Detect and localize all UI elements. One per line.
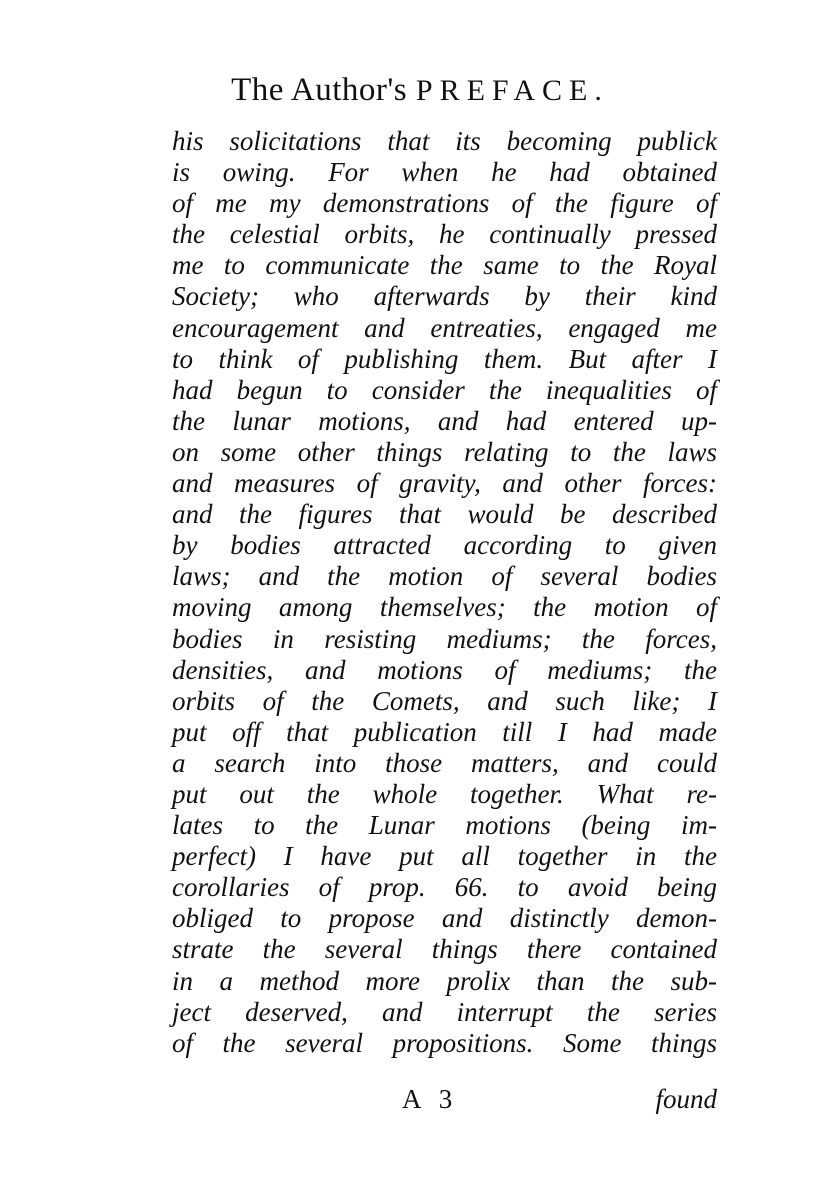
text-line: me to communicate the same to the Royal: [172, 250, 717, 281]
preface-body-text: [172, 126, 717, 1059]
text-line: corollaries of prop. 66. to avoid being: [172, 872, 717, 903]
text-line: had begun to consider the inequalities of: [172, 374, 717, 405]
signature-mark: A 3: [402, 1084, 459, 1114]
text-line: lates to the Lunar motions (being im-: [172, 810, 717, 841]
text-line: put off that publication till I had made: [172, 716, 717, 747]
text-line: and measures of gravity, and other forces:: [172, 468, 717, 499]
catchword: found: [655, 1084, 717, 1114]
text-line: a search into those matters, and could: [172, 747, 717, 778]
text-line: obliged to propose and distinctly demon-: [172, 903, 717, 934]
text-line: strate the several things there contained: [172, 934, 717, 965]
text-line: Society; who afterwards by their kind: [172, 281, 717, 312]
text-line: the lunar motions, and had entered up-: [172, 405, 717, 436]
text-line: bodies in resisting mediums; the forces,: [172, 623, 717, 654]
text-line: moving among themselves; the motion of: [172, 592, 717, 623]
text-line: laws; and the motion of several bodies: [172, 561, 717, 592]
text-line: orbits of the Comets, and such like; I: [172, 685, 717, 716]
text-line: and the figures that would be described: [172, 499, 717, 530]
running-head-prefix: The Author's: [231, 72, 416, 108]
text-line: is owing. For when he had obtained: [172, 157, 717, 188]
text-line: by bodies attracted according to given: [172, 530, 717, 561]
text-line: perfect) I have put all together in the: [172, 841, 717, 872]
running-head-small-caps: PREFACE.: [415, 74, 609, 107]
text-line: put out the whole together. What re-: [172, 778, 717, 809]
text-line: of the several propositions. Some things: [172, 1027, 717, 1058]
text-line: of me my demonstrations of the figure of: [172, 188, 717, 219]
text-line: his solicitations that its becoming publick: [172, 126, 717, 156]
text-line: to think of publishing them. But after I: [172, 343, 717, 374]
text-line: densities, and motions of mediums; the: [172, 654, 717, 685]
page-footer: [172, 1084, 717, 1118]
text-line: encouragement and entreaties, engaged me: [172, 312, 717, 343]
text-line: on some other things relating to the laws: [172, 436, 717, 467]
text-line: in a method more prolix than the sub-: [172, 965, 717, 996]
text-line: the celestial orbits, he continually pressed: [172, 219, 717, 250]
running-head: [0, 72, 840, 109]
text-line: ject deserved, and interrupt the series: [172, 996, 717, 1027]
